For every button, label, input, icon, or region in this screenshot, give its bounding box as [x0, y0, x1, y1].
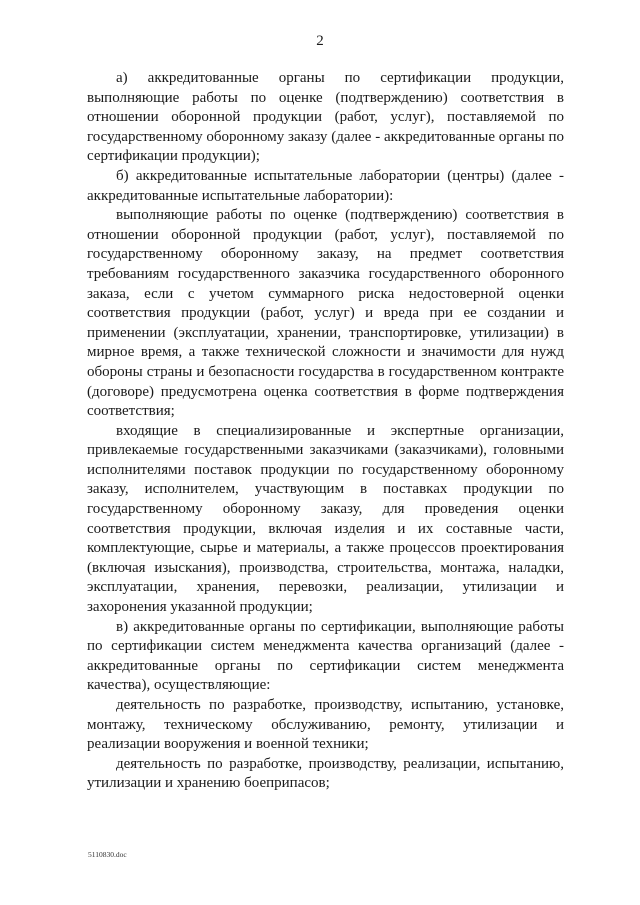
page-number: 2 [316, 33, 324, 49]
paragraph-v: в) аккредитованные органы по сертификации, выполняющие работы по сертификации систем менеджмента качества организаций (далее - аккредитованные органы по сертификации систем менеджмента качества), осуществляющие: [87, 618, 564, 694]
paragraph-b: б) аккредитованные испытательные лаборатории (центры) (далее - аккредитованные испытательные лаборатории): [87, 167, 564, 204]
footer-file-name: 5110830.doc [88, 850, 127, 859]
paragraph-a: а) аккредитованные органы по сертификации продукции, выполняющие работы по оценке (подтверждению) соответствия в отношении оборонной продукции (работ, услуг), поставляемой по государственному оборонному заказу (далее - аккредитованные органы по сертификации продукции); [87, 70, 564, 165]
paragraph-b-item-2: входящие в специализированные и экспертные организации, привлекаемые государственными заказчиками (заказчиками), головными исполнителями поставок продукции по государственному оборонному заказу, исполнителем, участвующим в поставках продукции по государственному оборонному заказу, для проведения оценки соответствия продукции, включая изделия и их составные части, комплектующие, сырье и материалы, а также процессов проектирования (включая изыскания), производства, строительства, монтажа, наладки, эксплуатации, хранения, перевозки, реализации, утилизации и захоронения указанной продукции; [87, 422, 564, 616]
document-body [87, 69, 564, 794]
paragraph-b-item-1: выполняющие работы по оценке (подтверждению) соответствия в отношении оборонной продукции (работ, услуг), поставляемой по государственному оборонному заказу, на предмет соответствия требованиям государственного заказчика государственного оборонного заказа, если с учетом суммарного риска недостоверной оценки соответствия продукции (работ, услуг) и вреда при ее создании и применении (эксплуатации, хранении, транспортировке, утилизации) в мирное время, а также технической сложности и значимости для нужд обороны страны и безопасности государства в государственном контракте (договоре) предусмотрена оценка соответствия в форме подтверждения соответствия; [87, 207, 564, 420]
paragraph-v-item-2: деятельность по разработке, производству, реализации, испытанию, утилизации и хранению боеприпасов; [87, 755, 564, 792]
paragraph-v-item-1: деятельность по разработке, производству, испытанию, установке, монтажу, техническому обслуживанию, ремонту, утилизации и реализации вооружения и военной техники; [87, 697, 564, 753]
